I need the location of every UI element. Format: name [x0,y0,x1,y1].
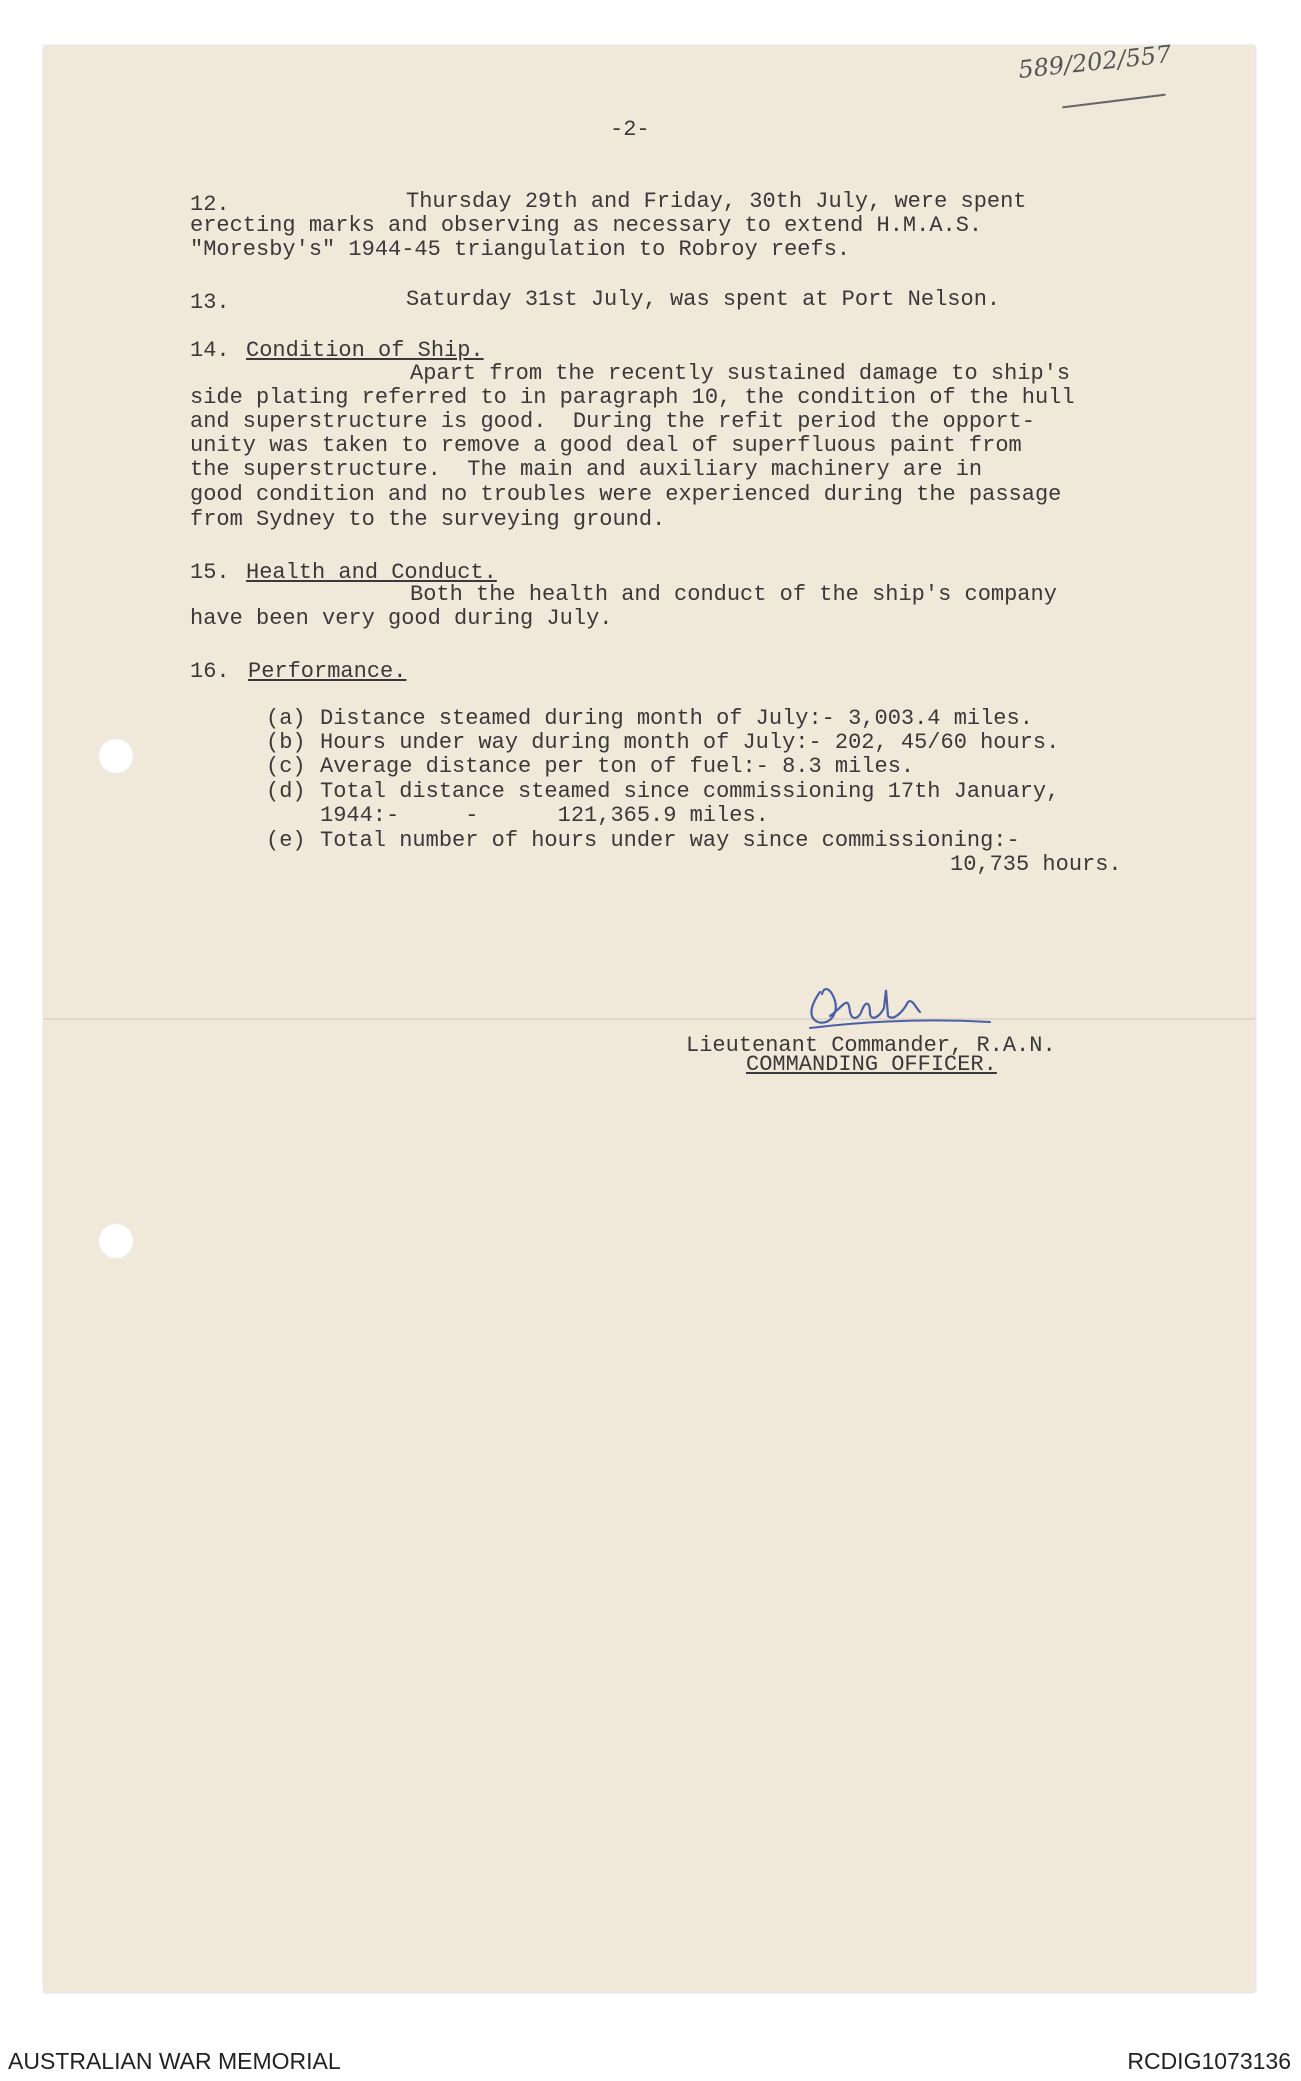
para14-heading: Condition of Ship. [246,338,484,363]
para14-line: from Sydney to the surveying ground. [190,507,666,532]
para15-heading: Health and Conduct. [246,560,497,585]
performance-item-label: (e) [266,828,306,853]
para12-line: Thursday 29th and Friday, 30th July, were spent [406,189,1027,214]
performance-item-text: Hours under way during month of July:- 202, 45/60 hours. [320,730,1060,755]
para12-number: 12. [190,192,230,217]
page-fold-line [44,1018,1255,1020]
para14-line: the superstructure. The main and auxiliary machinery are in [190,457,983,482]
para14-line: unity was taken to remove a good deal of superfluous paint from [190,433,1022,458]
para12-line: erecting marks and observing as necessary to extend H.M.A.S. [190,213,983,238]
performance-item-label: (d) [266,779,306,804]
handwritten-signature [800,972,1000,1036]
footer-archive-name: AUSTRALIAN WAR MEMORIAL [8,2048,341,2074]
para12-line: "Moresby's" 1944-45 triangulation to Robroy reefs. [190,237,851,262]
footer-record-id: RCDIG1073136 [1127,2048,1291,2074]
para13-number: 13. [190,290,230,315]
para14-line: Apart from the recently sustained damage to ship's [410,361,1071,386]
page-number: -2- [610,117,650,142]
para14-number: 14. [190,338,230,363]
performance-item-continuation: 10,735 hours. [950,852,1122,877]
para16-heading: Performance. [248,659,407,684]
performance-item-label: (b) [266,730,306,755]
para13-line: Saturday 31st July, was spent at Port Nelson. [406,287,1001,312]
performance-item-label: (a) [266,706,306,731]
punch-hole-upper [98,738,134,774]
para14-line: side plating referred to in paragraph 10, the condition of the hull [190,385,1075,410]
para15-line: have been very good during July. [190,606,613,631]
performance-item-text: Total number of hours under way since commissioning:- [320,828,1020,853]
para16-number: 16. [190,659,230,684]
performance-item-continuation: 1944:- - 121,365.9 miles. [320,803,769,828]
performance-item-label: (c) [266,754,306,779]
performance-item-text: Average distance per ton of fuel:- 8.3 miles. [320,754,915,779]
performance-item-text: Distance steamed during month of July:- 3,003.4 miles. [320,706,1033,731]
para14-line: good condition and no troubles were experienced during the passage [190,482,1062,507]
signatory-rank: Lieutenant Commander, R.A.N. [686,1033,1056,1058]
signatory-title: COMMANDING OFFICER. [746,1052,997,1077]
performance-item-text: Total distance steamed since commissioning 17th January, [320,779,1060,804]
para15-number: 15. [190,560,230,585]
file-reference-annotation: 589/202/557 [1016,40,1173,84]
para14-line: and superstructure is good. During the refit period the opport- [190,409,1035,434]
para15-line: Both the health and conduct of the ship's company [410,582,1057,607]
punch-hole-lower [98,1223,134,1259]
